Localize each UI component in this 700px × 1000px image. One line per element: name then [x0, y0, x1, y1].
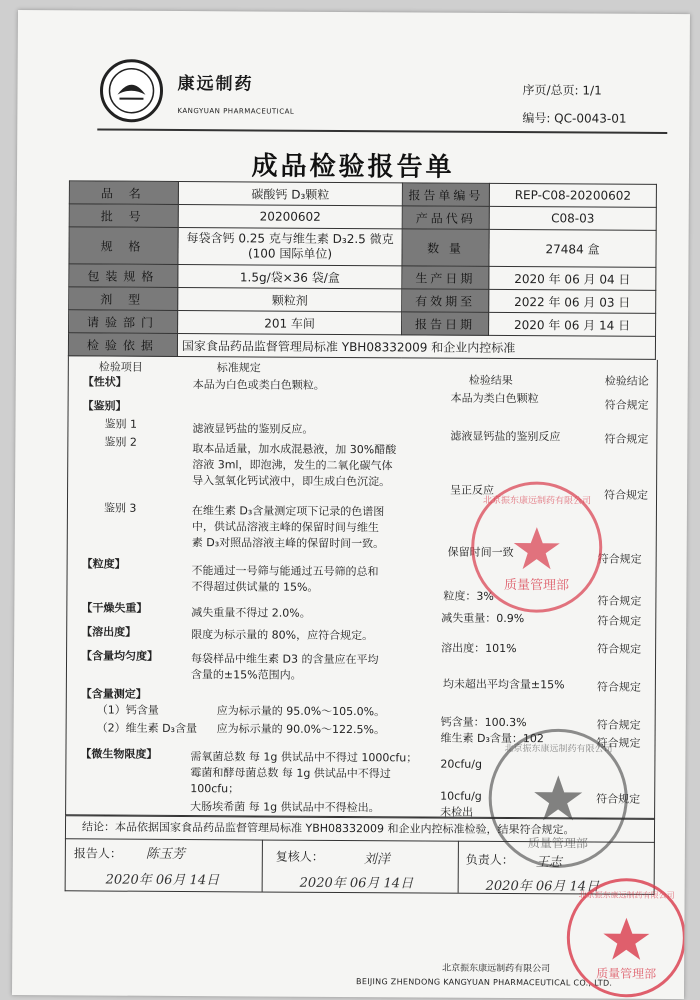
ident2-concl: 符合规定 — [604, 488, 649, 502]
micro-std-2: 霉菌和酵母菌总数 每 1g 供试品中不得过 — [190, 766, 391, 781]
ident-item: 【鉴别】 — [82, 399, 127, 413]
footer-company-cn: 北京振东康远制药有限公司 — [442, 963, 551, 975]
header-rule — [97, 128, 667, 133]
owner-label: 负责人： — [465, 852, 514, 868]
spec-value — [178, 227, 402, 265]
form-value: 颗粒剂 — [178, 287, 402, 311]
uniformity-item: 【含量均匀度】 — [81, 649, 159, 663]
micro-item: 【微生物限度】 — [80, 747, 158, 761]
company-stamp-company: 北京振东康远制药有限公司 — [504, 743, 613, 755]
basis-value: 国家食品药品监督管理局标准 YBH08332009 和企业内控标准 — [177, 333, 655, 359]
company-name: 康远制药 — [177, 73, 254, 95]
product-label: 品 名 — [69, 181, 178, 205]
trait-concl: 符合规定 — [604, 398, 649, 412]
product-name: 碳酸钙 D₃颗粒 — [178, 181, 402, 205]
assay1-std: 应为标示量的 95.0%～105.0%。 — [216, 704, 386, 719]
form-label: 剂 型 — [69, 287, 178, 311]
assay2-item: （2）维生素 D₃含量 — [96, 721, 198, 736]
report-sheet — [12, 10, 690, 999]
dissolution-concl: 符合规定 — [597, 642, 642, 656]
ident3-std-3: 素 D₃对照品溶液主峰的保留时间一致。 — [191, 536, 385, 551]
assay2-std: 应为标示量的 90.0%～122.5%。 — [216, 722, 386, 737]
uniformity-std-1: 每袋样品中维生素 D3 的含量应在平均 — [191, 652, 379, 667]
dept-value: 201 车间 — [178, 310, 402, 334]
report-date-value: 2020 年 06 月 14 日 — [489, 312, 656, 336]
company-stamp-label: 质量管理部 — [527, 836, 588, 851]
qa-stamp-icon — [466, 477, 607, 618]
assay2-result: 维生素 D₃含量：102 — [440, 731, 544, 746]
report-no: REP-C08-20200602 — [489, 183, 656, 207]
assay2-concl: 符合规定 — [596, 736, 641, 750]
code-label: 产品代码 — [402, 206, 489, 230]
col-standard: 标准规定 — [216, 361, 261, 375]
qa-stamp-label: 质量管理部 — [503, 577, 570, 594]
owner-date: 2020年 06月 14日 — [485, 878, 600, 895]
uniformity-std-2: 含量的±15%范围内。 — [190, 668, 302, 682]
qc-stamp-label: 质量管理部 — [596, 966, 657, 981]
spec-label: 规 格 — [69, 227, 178, 265]
uniformity-result: 均未超出平均含量±15% — [442, 677, 565, 692]
reviewer-label: 复核人： — [275, 849, 324, 864]
ident1-std: 滤液显钙盐的鉴别反应。 — [192, 422, 314, 436]
micro-result-3: 未检出 — [440, 805, 474, 819]
micro-std-4: 大肠埃希菌 每 1g 供试品中不得检出。 — [190, 800, 380, 815]
assay1-concl: 符合规定 — [596, 718, 641, 732]
report-title: 成品检验报告单 — [251, 151, 455, 183]
ident3-item: 鉴别 3 — [103, 501, 137, 515]
basis-label: 检验依据 — [68, 333, 177, 357]
spec-line-2: (100 国际单位) — [247, 246, 333, 261]
micro-result-2: 10cfu/g — [440, 789, 482, 803]
ident3-std-1: 在维生素 D₃含量测定项下记录的色谱图 — [191, 504, 385, 519]
granularity-std-2: 不得超过供试量的 15%。 — [191, 580, 319, 594]
uniformity-concl: 符合规定 — [596, 680, 641, 694]
qty-value: 27484 盒 — [489, 229, 656, 267]
ident2-result: 呈正反应 — [450, 483, 495, 497]
spec-line-1: 每袋含钙 0.25 克与维生素 D₃2.5 微克 — [186, 231, 394, 247]
dry-concl: 符合规定 — [597, 614, 642, 628]
prod-date-label: 生产日期 — [402, 266, 489, 290]
ident2-item: 鉴别 2 — [104, 435, 137, 449]
reporter-date: 2020年 06月 14日 — [105, 872, 220, 889]
code-value: C08-03 — [489, 206, 656, 230]
signature-divider — [262, 840, 263, 892]
dry-result: 减失重量：0.9% — [441, 611, 525, 626]
conclusion-text: 结论：本品依据国家食品药品监督管理局标准 YBH08332009 和企业内控标准检验，结果符合规定。 — [81, 820, 575, 837]
ident1-result: 滤液显钙盐的鉴别反应 — [450, 429, 561, 444]
batch-value: 20200602 — [178, 204, 402, 228]
prod-date-value: 2020 年 06 月 04 日 — [489, 266, 656, 290]
assay1-item: （1）钙含量 — [96, 703, 159, 717]
report-no-label: 报告单编号 — [402, 183, 489, 207]
granularity-result: 粒度：3% — [443, 589, 494, 603]
col-conclusion: 检验结论 — [604, 374, 649, 388]
dry-std: 减失重量不得过 2.0%。 — [191, 606, 311, 620]
document-number: 编号: QC-0043-01 — [522, 111, 627, 126]
signature-divider — [458, 841, 459, 893]
dissolution-result: 溶出度：101% — [441, 641, 517, 656]
page-number: 序页/总页: 1/1 — [522, 83, 602, 98]
dept-label: 请验部门 — [69, 310, 178, 334]
ident3-result: 保留时间一致 — [447, 545, 514, 560]
reviewer-date: 2020年 06月 14日 — [299, 875, 414, 892]
ident2-std-3: 导入氢氧化钙试液中，即生成白色沉淀。 — [192, 474, 391, 489]
qty-label: 数 量 — [402, 229, 489, 267]
owner-signature: 王志 — [535, 855, 562, 871]
pack-value: 1.5g/袋×36 袋/盒 — [178, 264, 402, 288]
kangyuan-logo-icon — [99, 59, 163, 123]
micro-concl: 符合规定 — [596, 792, 641, 806]
batch-label: 批 号 — [69, 204, 178, 228]
ident3-concl: 符合规定 — [597, 552, 642, 566]
trait-item: 【性状】 — [82, 375, 127, 389]
dissolution-std: 限度为标示量的 80%，应符合规定。 — [191, 628, 374, 643]
reporter-signature: 陈玉芳 — [145, 846, 185, 863]
expiry-label: 有效期至 — [402, 289, 489, 313]
qa-stamp-company: 北京振东康远制药有限公司 — [482, 495, 592, 507]
company-stamp-icon — [483, 723, 634, 874]
ident1-item: 鉴别 1 — [104, 417, 138, 431]
ident3-std-2: 中，供试品溶液主峰的保留时间与维生 — [191, 520, 379, 535]
report-date-label: 报告日期 — [402, 312, 489, 336]
col-result: 检验结果 — [468, 373, 513, 388]
granularity-item: 【粒度】 — [81, 557, 126, 571]
pack-label: 包装规格 — [69, 264, 178, 288]
micro-std-3: 100cfu； — [190, 782, 240, 796]
micro-std-1: 需氧菌总数 每 1g 供试品中不得过 1000cfu； — [190, 750, 418, 765]
product-info-table — [68, 180, 657, 360]
expiry-value: 2022 年 06 月 03 日 — [489, 289, 656, 313]
assay-item: 【含量测定】 — [80, 687, 147, 701]
granularity-std-1: 不能通过一号筛与能通过五号筛的总和 — [191, 564, 379, 579]
trait-result: 本品为类白色颗粒 — [450, 391, 539, 406]
dry-item: 【干燥失重】 — [81, 601, 148, 615]
reviewer-signature: 刘洋 — [363, 852, 390, 868]
ident2-std-1: 取本品适量，加水成混悬液，加 30%醋酸 — [192, 442, 397, 457]
trait-std: 本品为白色或类白色颗粒。 — [192, 378, 325, 392]
qc-stamp-icon — [562, 873, 685, 999]
company-name-en: KANGYUAN PHARMACEUTICAL — [177, 106, 295, 116]
col-item: 检验项目 — [98, 360, 143, 374]
reporter-label: 报告人： — [73, 846, 122, 861]
micro-result-1: 20cfu/g — [440, 757, 483, 771]
ident2-std-2: 溶液 3ml，即泡沸，发生的二氧化碳气体 — [192, 458, 393, 473]
qc-stamp-company: 北京振东康远制药有限公司 — [578, 890, 675, 901]
ident1-concl: 符合规定 — [604, 432, 649, 446]
dissolution-item: 【溶出度】 — [81, 625, 137, 639]
assay1-result: 钙含量：100.3% — [440, 715, 527, 730]
granularity-concl: 符合规定 — [597, 594, 642, 608]
footer-company-en: BEIJING ZHENDONG KANGYUAN PHARMACEUTICAL CO., LTD. — [356, 977, 613, 988]
